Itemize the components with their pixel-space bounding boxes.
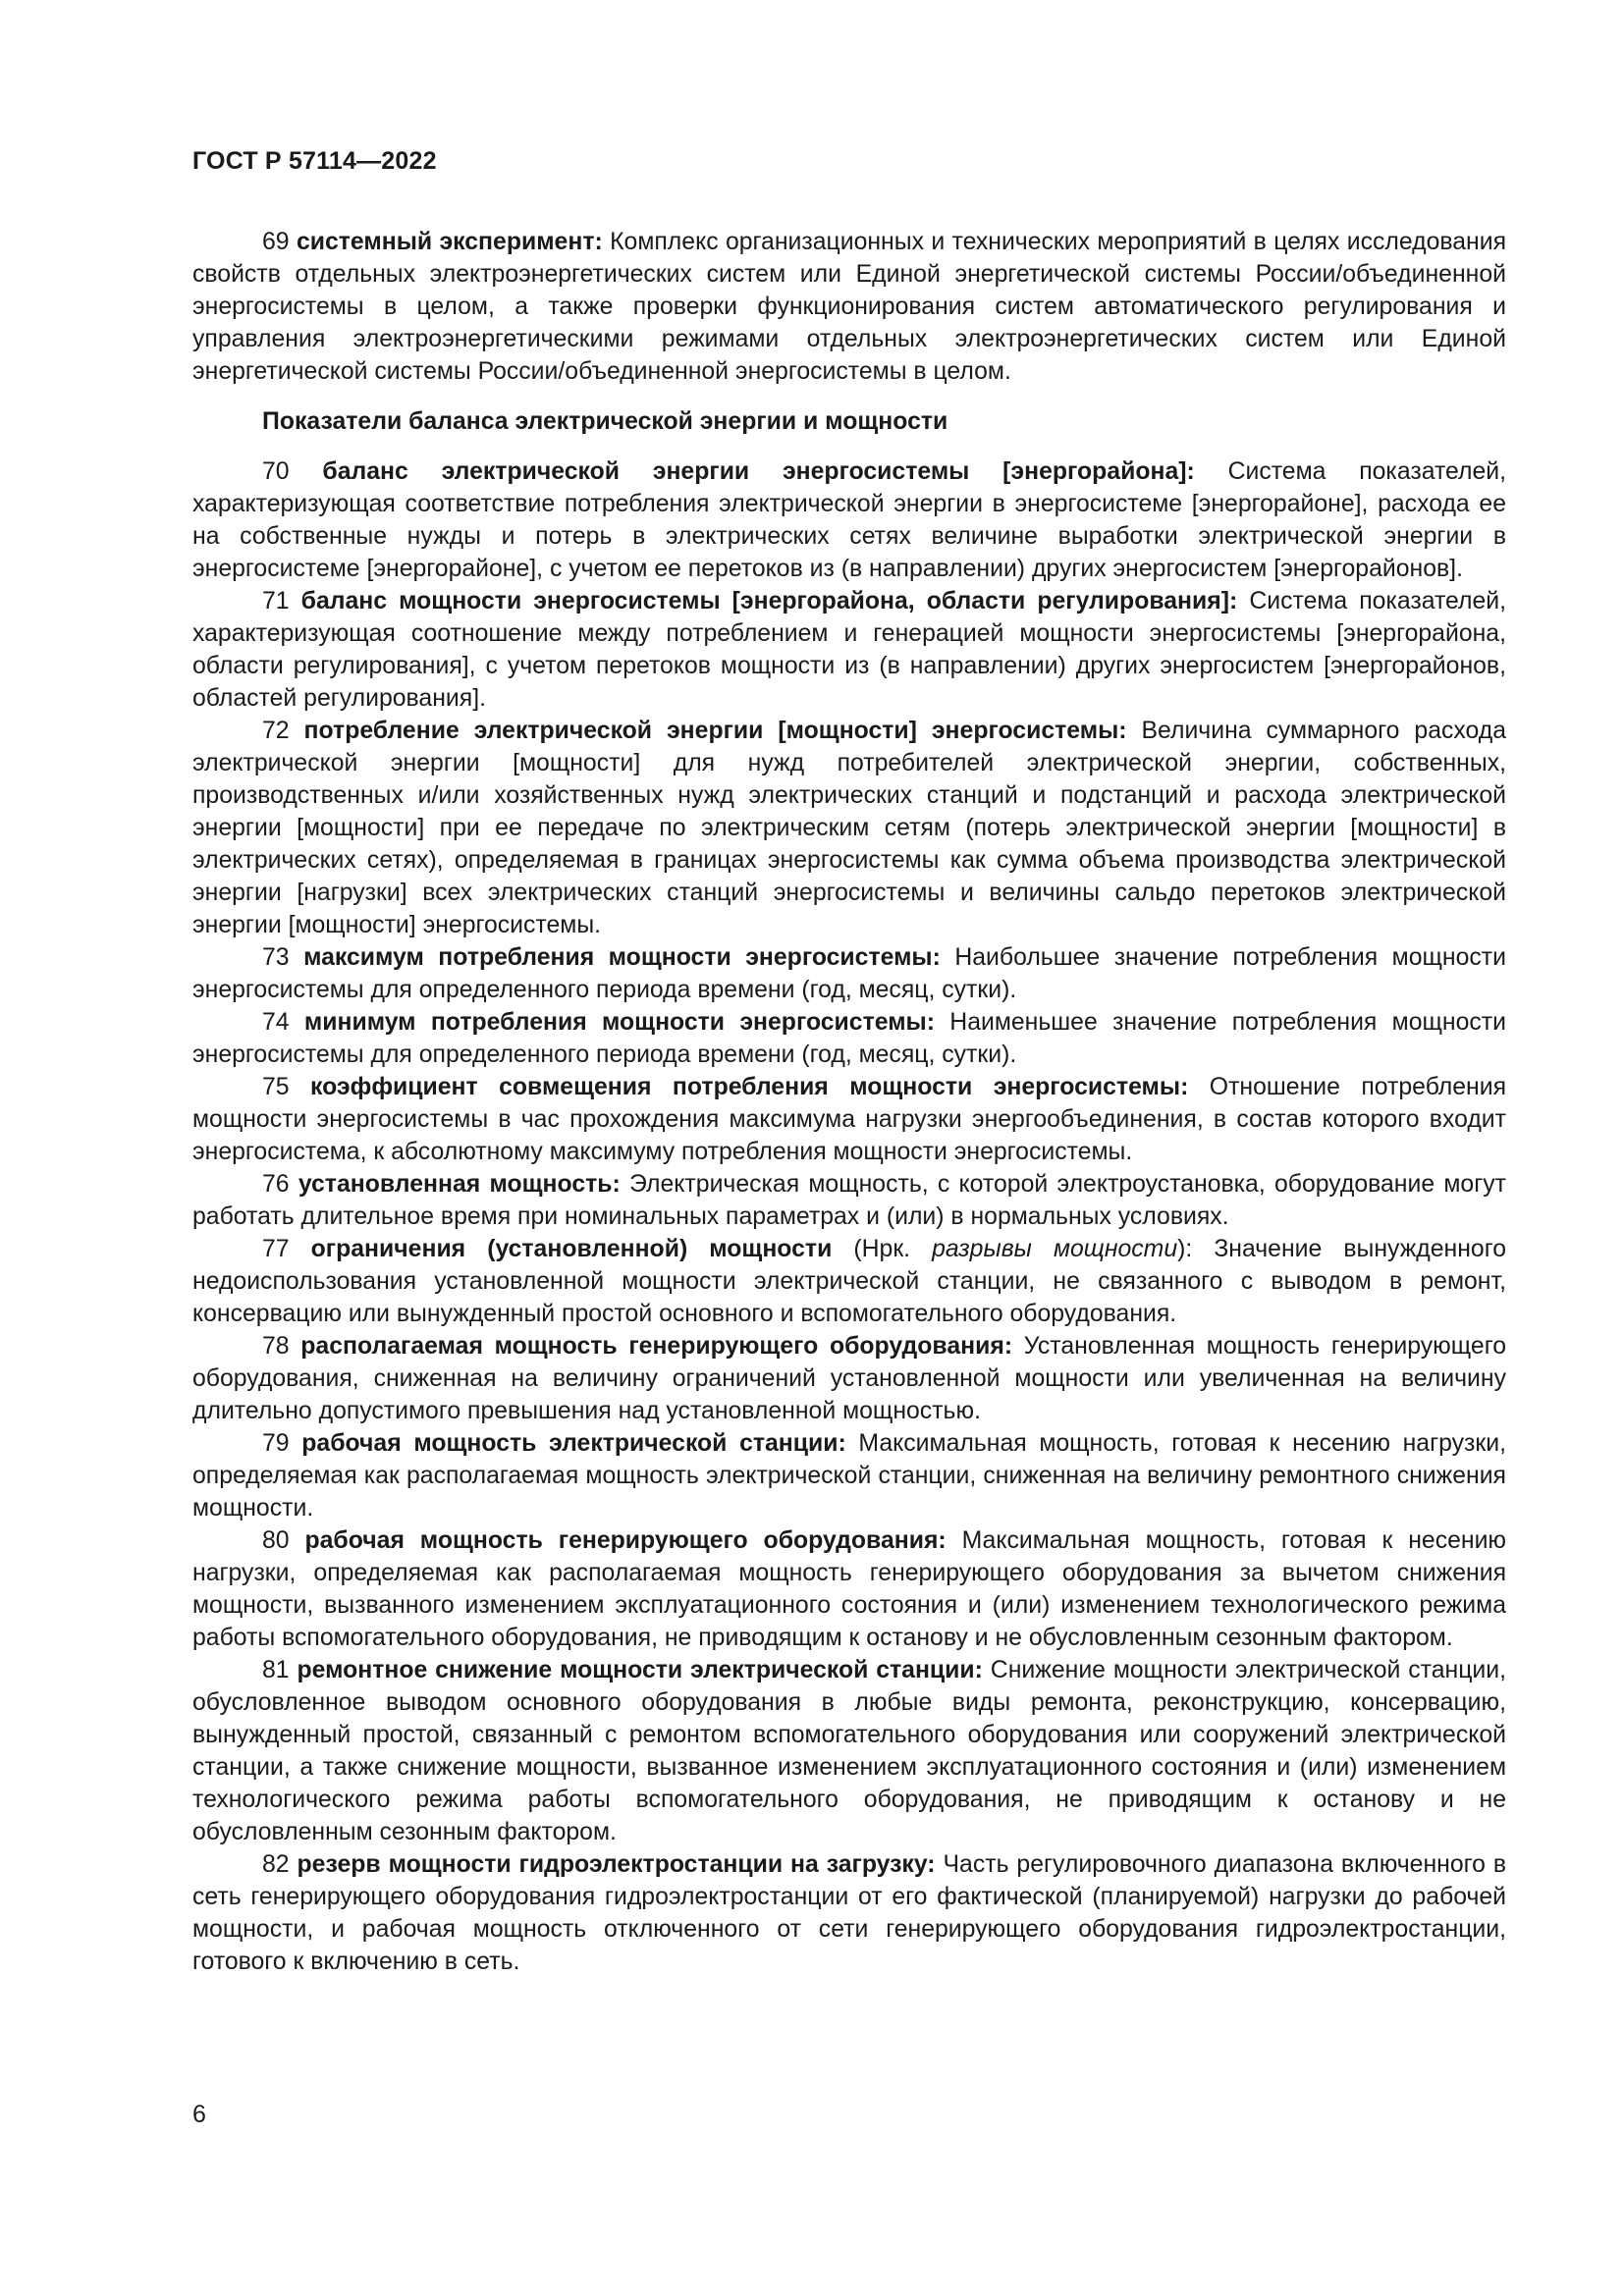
term-definition: Часть регулировочного диапазона включенного в сеть генерирующего оборудования гидроэлектростанции от его фактической (планируемой) нагрузки до рабочей мощности, и рабочая мощность отключенного от сети генерирующего оборудования гидроэлектростанции, готового к включению в сеть. [192, 1851, 1507, 1975]
term-definition: Максимальная мощность, готовая к несению нагрузки, определяемая как располагаемая мощность генерирующего оборудования за вычетом снижения мощности, вызванного изменением эксплуатационного состояния и (или) изменением технологического режима работы вспомогательного оборудования, не приводящим к останову и не обусловленным сезонным фактором. [192, 1527, 1507, 1651]
term-name: максимум потребления мощности энергосистемы: [303, 944, 941, 971]
entry-number: 72 [262, 718, 290, 744]
page-number: 6 [192, 2101, 206, 2128]
term-definition: Значение вынужденного недоиспользования установленной мощности электрической станции, не связанного с выводом в ремонт, консервацию или вынужденный простой основного и вспомогательного оборудования. [192, 1236, 1507, 1327]
entry-number: 70 [262, 458, 290, 485]
term-name: баланс мощности энергосистемы [энергорайона, области регулирования]: [300, 588, 1238, 614]
entry-number: 71 [262, 588, 290, 614]
document-body [192, 226, 1506, 1978]
entry-number: 69 [262, 229, 290, 255]
term-entry-76 [192, 1168, 1506, 1233]
entry-number: 74 [262, 1009, 290, 1036]
entry-number: 76 [262, 1171, 290, 1198]
deprecated-term: разрывы мощности [932, 1236, 1178, 1262]
term-entry-82 [192, 1848, 1506, 1978]
term-definition: Отношение потребления мощности энергосистемы в час прохождения максимума нагрузки энергообъединения, в состав которого входит энергосистема, к абсолютному максимуму потребления мощности энергосистемы. [192, 1074, 1507, 1165]
term-entry-81 [192, 1654, 1506, 1848]
term-definition: Максимальная мощность, готовая к несению нагрузки, определяемая как располагаемая мощность электрической станции, сниженная на величину ремонтного снижения мощности. [192, 1430, 1506, 1522]
term-name: минимум потребления мощности энергосистемы: [303, 1009, 935, 1036]
entry-number: 75 [262, 1074, 290, 1100]
entry-number: 77 [262, 1236, 290, 1262]
term-name: рабочая мощность электрической станции: [301, 1430, 846, 1457]
entry-number: 81 [262, 1657, 290, 1683]
term-entry-78 [192, 1330, 1506, 1427]
entry-number: 82 [262, 1851, 290, 1878]
term-definition: Установленная мощность генерирующего оборудования, сниженная на величину ограничений установленной мощности или увеличенная на величину длительно допустимого превышения над установленной мощностью. [192, 1333, 1506, 1424]
term-name: коэффициент совмещения потребления мощности энергосистемы: [310, 1074, 1189, 1100]
term-name: рабочая мощность генерирующего оборудования: [304, 1527, 947, 1554]
term-entry-79 [192, 1427, 1506, 1524]
note-suffix: ): [1177, 1236, 1193, 1262]
term-definition: Величина суммарного расхода электрической энергии [мощности] для нужд потребителей электрической энергии, собственных, производственных и/или хозяйственных нужд электрических станций и подстанций и расхода электрической энергии [мощности] при ее передаче по электрическим сетям (потерь электрической энергии [мощности] в электрических сетях), определяемая в границах энергосистемы как сумма объема производства электрической энергии [нагрузки] всех электрических станций энергосистемы и величины сальдо перетоков электрической энергии [мощности] энергосистемы. [192, 718, 1507, 938]
term-name: баланс электрической энергии энергосистемы [энергорайона]: [322, 458, 1195, 485]
term-name: ограничения (установленной) мощности [310, 1236, 833, 1262]
term-definition: Снижение мощности электрической станции, обусловленное выводом основного оборудования в любые виды ремонта, реконструкцию, консервацию, вынужденный простой, связанный с ремонтом вспомогательного оборудования или сооружений электрической станции, а также снижение мощности, вызванное изменением эксплуатационного состояния и (или) изменением технологического режима работы вспомогательного оборудования, не приводящим к останову и не обусловленным сезонным фактором. [192, 1657, 1507, 1845]
entry-number: 73 [262, 944, 290, 971]
page-header: ГОСТ Р 57114—2022 [192, 147, 437, 175]
term-name: ремонтное снижение мощности электрической станции: [297, 1657, 983, 1683]
term-name: располагаемая мощность генерирующего оборудования: [300, 1333, 1013, 1360]
term-entry-74 [192, 1006, 1506, 1071]
entry-number: 78 [262, 1333, 290, 1360]
term-name: потребление электрической энергии [мощности] энергосистемы: [303, 718, 1127, 744]
section-subheading: Показатели баланса электрической энергии и мощности [262, 408, 948, 435]
term-entry-77 [192, 1233, 1506, 1330]
term-entry-80 [192, 1524, 1506, 1654]
term-name: резерв мощности гидроэлектростанции на загрузку: [297, 1851, 936, 1878]
term-definition: Наибольшее значение потребления мощности энергосистемы для определенного периода времени (год, месяц, сутки). [192, 944, 1506, 1003]
term-entry-75 [192, 1071, 1506, 1168]
term-entry-71 [192, 585, 1506, 715]
term-definition: Комплекс организационных и технических мероприятий в целях исследования свойств отдельных электроэнергетических систем или Единой энергетической системы России/объединенной энергосистемы в целом, а также проверки функционирования систем автоматического регулирования и управления электроэнергетическими режимами отдельных электроэнергетических систем или Единой энергетической системы России/объединенной энергосистемы в целом. [192, 229, 1507, 385]
term-name: установленная мощность: [298, 1171, 621, 1198]
term-entry-69 [192, 226, 1506, 388]
note-prefix: (Нрк. [853, 1236, 911, 1262]
entry-number: 79 [262, 1430, 290, 1457]
entry-number: 80 [262, 1527, 290, 1554]
term-definition: Система показателей, характеризующая соотношение между потреблением и генерацией мощности энергосистемы [энергорайона, области регулирования], с учетом перетоков мощности из (в направлении) других энергосистем [энергорайонов, областей регулирования]. [192, 588, 1507, 712]
term-definition: Система показателей, характеризующая соответствие потребления электрической энергии в энергосистеме [энергорайоне], расхода ее на собственные нужды и потерь в электрических сетях величине выработки электрической энергии в энергосистеме [энергорайоне], с учетом ее перетоков из (в направлении) других энергосистем [энергорайонов]. [192, 458, 1507, 582]
term-definition: Наименьшее значение потребления мощности энергосистемы для определенного периода времени (год, месяц, сутки). [192, 1009, 1506, 1068]
term-entry-72 [192, 715, 1506, 941]
term-definition: Электрическая мощность, с которой электроустановка, оборудование могут работать длительное время при номинальных параметрах и (или) в нормальных условиях. [192, 1171, 1507, 1230]
term-name: системный эксперимент: [296, 229, 603, 255]
term-entry-70 [192, 455, 1506, 585]
term-entry-73 [192, 941, 1506, 1006]
